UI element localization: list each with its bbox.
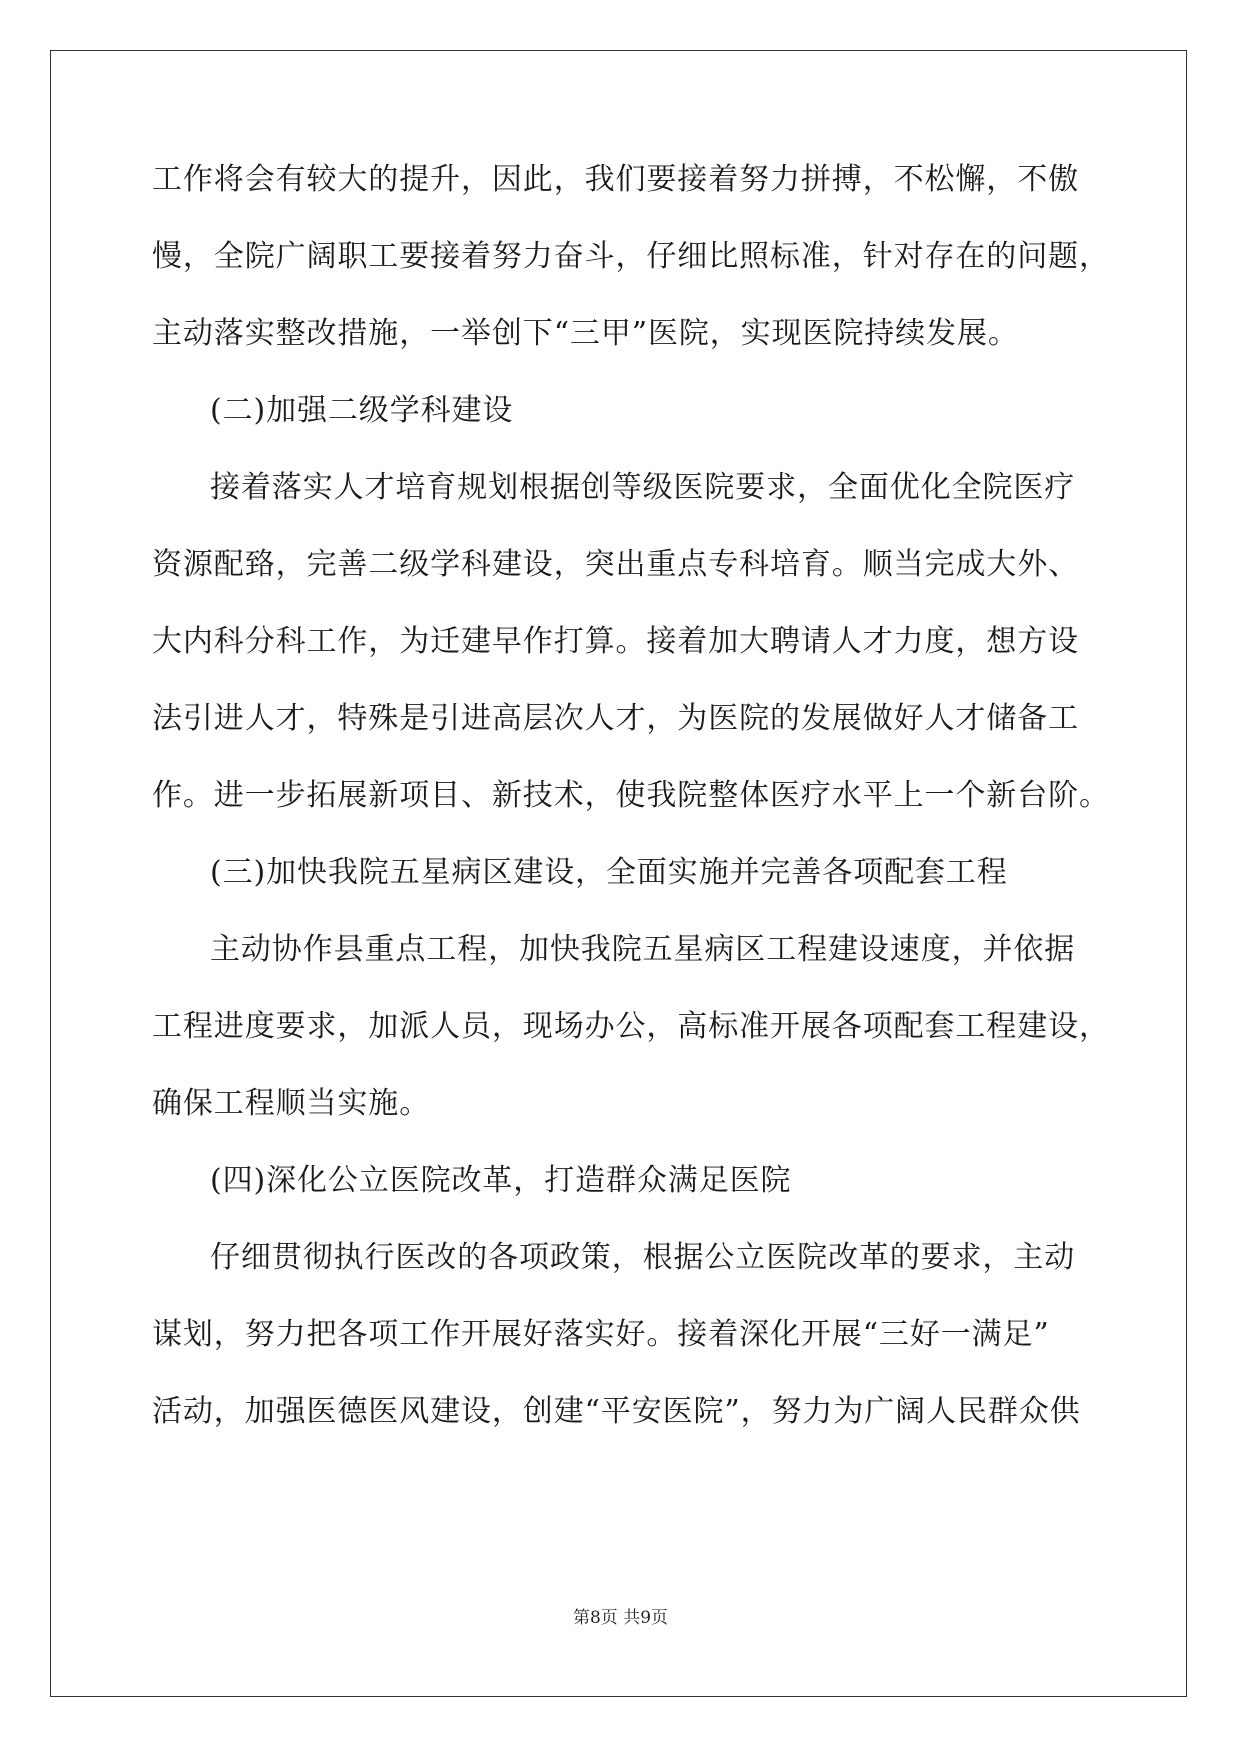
page-number: 第8页 共9页 <box>572 1608 669 1628</box>
text-line: 活动，加强医德医风建设，创建“平安医院”，努力为广阔人民群众供 <box>152 1394 1081 1429</box>
text-line: 主动协作县重点工程，加快我院五星病区工程建设速度，并依据 <box>210 932 1076 967</box>
section-heading: (四)深化公立医院改革，打造群众满足医院 <box>210 1163 792 1198</box>
text-line: 大内科分科工作，为迁建早作打算。接着加大聘请人才力度，想方设 <box>152 624 1079 659</box>
text-line: 慢，全院广阔职工要接着努力奋斗，仔细比照标准，针对存在的问题， <box>152 239 1110 274</box>
text-line: 确保工程顺当实施。 <box>152 1086 431 1121</box>
section-heading: (三)加快我院五星病区建设，全面实施并完善各项配套工程 <box>210 855 1008 890</box>
text-line: 仔细贯彻执行医改的各项政策，根据公立医院改革的要求，主动 <box>210 1240 1076 1275</box>
text-line: 接着落实人才培育规划根据创等级医院要求，全面优化全院医疗 <box>210 470 1076 505</box>
text-line: 主动落实整改措施，一举创下“三甲”医院，实现医院持续发展。 <box>152 316 1019 351</box>
text-line: 法引进人才，特殊是引进高层次人才，为医院的发展做好人才储备工 <box>152 701 1079 736</box>
text-line: 工程进度要求，加派人员，现场办公，高标准开展各项配套工程建设， <box>152 1009 1110 1044</box>
text-line: 工作将会有较大的提升，因此，我们要接着努力拼搏，不松懈，不傲 <box>152 162 1079 197</box>
text-line: 谋划，努力把各项工作开展好落实好。接着深化开展“三好一满足” <box>152 1317 1050 1352</box>
text-line: 作。进一步拓展新项目、新技术，使我院整体医疗水平上一个新台阶。 <box>152 778 1110 813</box>
section-heading: (二)加强二级学科建设 <box>210 393 514 428</box>
text-line: 资源配臵，完善二级学科建设，突出重点专科培育。顺当完成大外、 <box>152 547 1079 582</box>
